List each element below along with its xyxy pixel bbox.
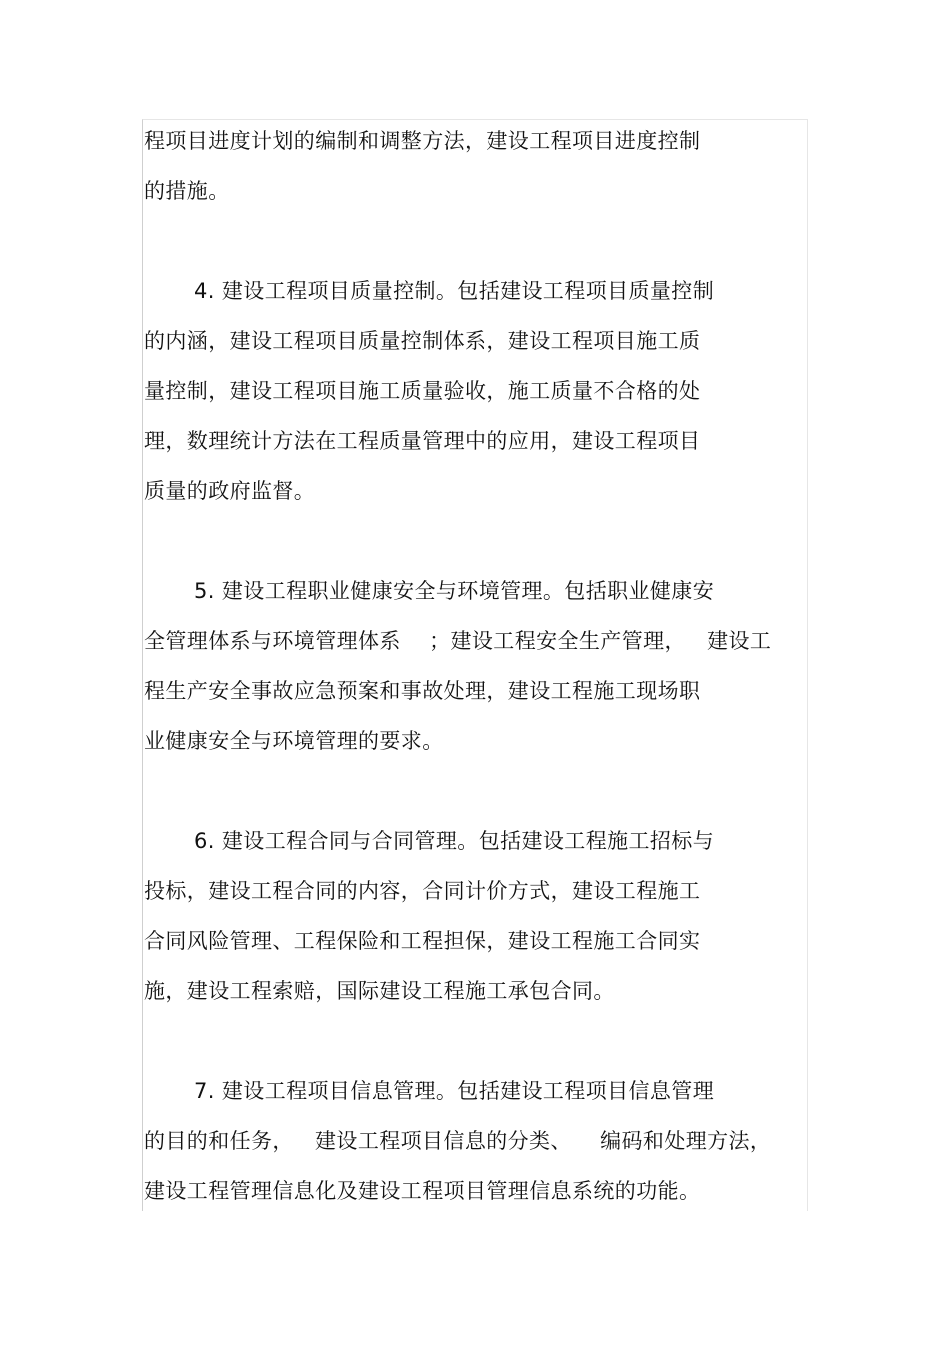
text-line: 量控制，建设工程项目施工质量验收，施工质量不合格的处 xyxy=(144,379,701,403)
text-line: 全管理体系与环境管理体系 ；建设工程安全生产管理， 建设工 xyxy=(144,629,772,653)
section-5-heading-line: 5. 建设工程职业健康安全与环境管理。包括职业健康安 xyxy=(194,579,715,603)
text-line: 业健康安全与环境管理的要求。 xyxy=(144,729,444,753)
section-6-heading-line: 6. 建设工程合同与合同管理。包括建设工程施工招标与 xyxy=(194,829,715,853)
text-line: 质量的政府监督。 xyxy=(144,479,316,503)
text-line: 程生产安全事故应急预案和事故处理，建设工程施工现场职 xyxy=(144,679,701,703)
text-line: 建设工程管理信息化及建设工程项目管理信息系统的功能。 xyxy=(144,1179,701,1203)
text-line: 施，建设工程索赔，国际建设工程施工承包合同。 xyxy=(144,979,615,1003)
text-line: 理，数理统计方法在工程质量管理中的应用，建设工程项目 xyxy=(144,429,701,453)
text-line: 的内涵，建设工程项目质量控制体系，建设工程项目施工质 xyxy=(144,329,701,353)
text-line: 程项目进度计划的编制和调整方法，建设工程项目进度控制 xyxy=(144,129,701,153)
text-line: 的措施。 xyxy=(144,179,230,203)
section-7-heading-line: 7. 建设工程项目信息管理。包括建设工程项目信息管理 xyxy=(194,1079,715,1103)
text-line: 的目的和任务， 建设工程项目信息的分类、 编码和处理方法， xyxy=(144,1129,772,1153)
text-line: 投标，建设工程合同的内容，合同计价方式，建设工程施工 xyxy=(144,879,701,903)
section-4-heading-line: 4. 建设工程项目质量控制。包括建设工程项目质量控制 xyxy=(194,279,715,303)
text-line: 合同风险管理、工程保险和工程担保，建设工程施工合同实 xyxy=(144,929,701,953)
